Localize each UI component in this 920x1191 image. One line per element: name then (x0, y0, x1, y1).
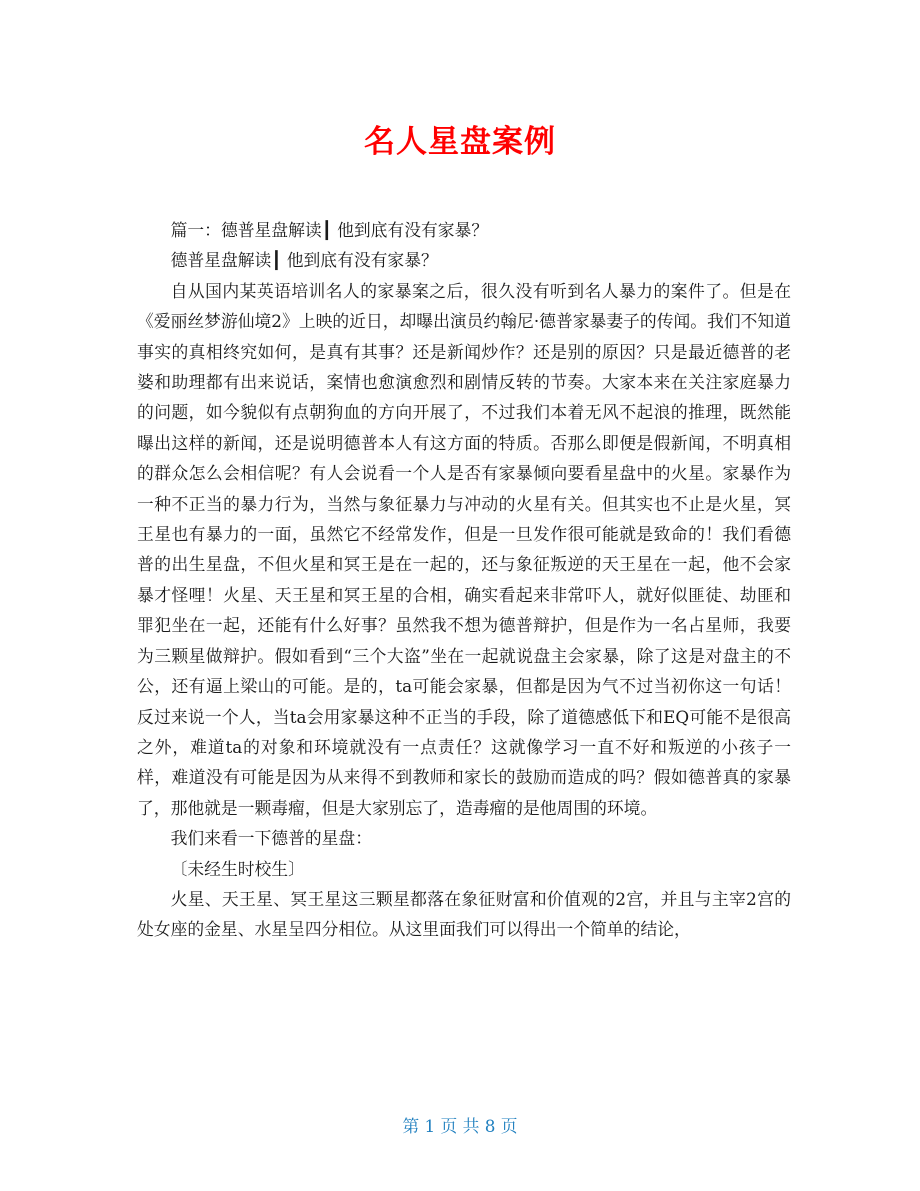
paragraph: 火星、天王星、冥王星这三颗星都落在象征财富和价值观的2宫，并且与主宰2宫的处女座的金星、水星呈四分相位。从这里面我们可以得出一个简单的结论， (137, 888, 791, 940)
paragraph: 〔未经生时校生〕 (170, 858, 305, 879)
document-body (137, 215, 791, 945)
paragraph: 自从国内某英语培训名人的家暴案之后，很久没有听到名人暴力的案件了。但是在《爱丽丝梦游仙境2》上映的近日，却曝出演员约翰尼·德普家暴妻子的传闻。我们不知道事实的真相终究如何，是真有其事？还是新闻炒作？还是别的原因？只是最近德普的老婆和助理都有出来说话，案情也愈演愈烈和剧情反转的节奏。大家本来在关注家庭暴力的问题，如今貌似有点朝狗血的方向开展了，不过我们本着无风不起浪的推理，既然能曝出这样的新闻，还是说明德普本人有这方面的特质。否那么即便是假新闻，不明真相的群众怎么会相信呢？有人会说看一个人是否有家暴倾向要看星盘中的火星。家暴作为一种不正当的暴力行为，当然与象征暴力与冲动的火星有关。但其实也不止是火星，冥王星也有暴力的一面，虽然它不经常发作，但是一旦发作很可能就是致命的！我们看德普的出生星盘，不但火星和冥王是在一起的，还与象征叛逆的天王星在一起，他不会家暴才怪哩！火星、天王星和冥王星的合相，确实看起来非常吓人，就好似匪徒、劫匪和罪犯坐在一起，还能有什么好事？虽然我不想为德普辩护，但是作为一名占星师，我要为三颗星做辩护。假如看到“三个大盗”坐在一起就说盘主会家暴，除了这是对盘主的不公，还有逼上梁山的可能。是的，ta可能会家暴，但都是因为气不过当初你这一句话！反过来说一个人，当ta会用家暴这种不正当的手段，除了道德感低下和EQ可能不是很高之外，难道ta的对象和环境就没有一点责任？这就像学习一直不好和叛逆的小孩子一样，难道没有可能是因为从来得不到教师和家长的鼓励而造成的吗？假如德普真的家暴了，那他就是一颗毒瘤，但是大家别忘了，造毒瘤的是他周围的环境。 (137, 280, 791, 818)
paragraph: 篇一：德普星盘解读┃ 他到底有没有家暴？ (170, 220, 489, 240)
page-number: 第 1 页 共 8 页 (402, 1116, 518, 1136)
paragraph: 德普星盘解读┃ 他到底有没有家暴？ (170, 250, 438, 271)
page-title: 名人星盘案例 (364, 124, 556, 160)
paragraph: 我们来看一下德普的星盘： (170, 828, 372, 849)
